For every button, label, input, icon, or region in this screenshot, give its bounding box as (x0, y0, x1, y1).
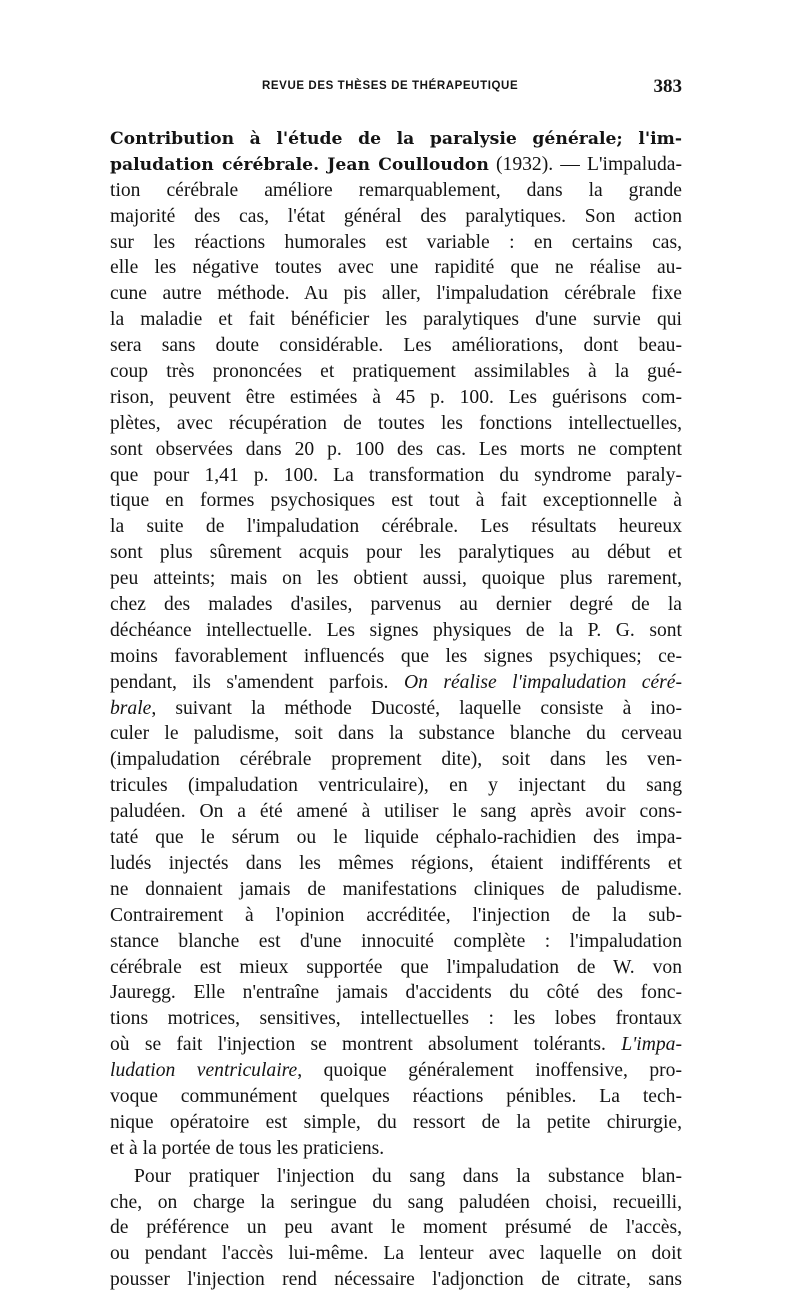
text-line (110, 799, 682, 825)
text-segment: culer le paludisme, soit dans la substance blanche du cerveau (110, 723, 682, 745)
text-segment: ou pendant l'accès lui-même. La lenteur avec laquelle on doit (110, 1243, 682, 1265)
text-segment: coup très prononcées et pratiquement assimilables à la gué- (110, 361, 682, 383)
text-segment: rison, peuvent être estimées à 45 p. 100. Les guérisons com- (110, 386, 682, 408)
text-line (110, 955, 682, 981)
text-segment: che, on charge la seringue du sang paludéen choisi, recueilli, (110, 1191, 682, 1213)
text-line (110, 463, 682, 489)
text-line (110, 1032, 682, 1058)
page-header (110, 76, 682, 100)
text-segment: sera sans doute considérable. Les améliorations, dont beau- (110, 335, 682, 357)
text-segment: elle les négative toutes avec une rapidité que ne réalise au- (110, 257, 682, 279)
text-line (110, 152, 682, 178)
text-line (110, 773, 682, 799)
text-line (110, 670, 682, 696)
text-line (110, 307, 682, 333)
text-segment: cérébrale est mieux supportée que l'impaludation de W. von (110, 956, 682, 978)
text-line (110, 385, 682, 411)
text-segment: majorité des cas, l'état général des paralytiques. Son action (110, 205, 682, 227)
text-segment: ludés injectés dans les mêmes régions, étaient indifférents et (110, 852, 682, 874)
text-segment: (impaludation cérébrale proprement dite), soit dans les ven- (110, 749, 682, 771)
text-line (110, 1241, 682, 1267)
text-line (110, 281, 682, 307)
text-line (110, 1190, 682, 1216)
text-line (110, 644, 682, 670)
text-segment: la maladie et fait bénéficier les paralytiques d'une survie qui (110, 309, 682, 331)
text-line (110, 903, 682, 929)
text-segment: tique en formes psychosiques est tout à fait exceptionnelle à (110, 490, 682, 512)
text-segment: déchéance intellectuelle. Les signes physiques de la P. G. sont (110, 619, 682, 641)
text-segment: , quoique généralement inoffensive, pro- (297, 1060, 682, 1082)
text-line (110, 618, 682, 644)
text-line (110, 204, 682, 230)
running-head: REVUE DES THÈSES DE THÉRAPEUTIQUE (262, 80, 519, 92)
text-line (110, 825, 682, 851)
article-body (110, 126, 682, 1293)
text-segment: plètes, avec récupération de toutes les fonctions intellectuelles, (110, 412, 682, 434)
text-line (110, 1110, 682, 1136)
text-segment: chez des malades d'asiles, parvenus au dernier degré de la (110, 594, 682, 616)
text-segment: stance blanche est d'une innocuité complète : l'impaludation (110, 930, 682, 952)
text-line (110, 929, 682, 955)
text-segment: où se fait l'injection se montrent absolument tolérants. (110, 1034, 622, 1056)
text-line (110, 980, 682, 1006)
text-line (110, 696, 682, 722)
text-segment: pousser l'injection rend nécessaire l'adjonction de citrate, sans (110, 1269, 682, 1291)
text-line (110, 851, 682, 877)
text-line (110, 1058, 682, 1084)
text-segment: taté que le sérum ou le liquide céphalo-rachidien des impa- (110, 827, 682, 849)
text-line (110, 1084, 682, 1110)
text-segment: paludéen. On a été amené à utiliser le sang après avoir cons- (110, 801, 682, 823)
text-line (110, 877, 682, 903)
text-line (110, 1164, 682, 1190)
text-segment: sur les réactions humorales est variable : en certains cas, (110, 231, 682, 253)
text-line (110, 488, 682, 514)
text-segment: (1932). — L'impaluda- (488, 153, 682, 175)
text-line (110, 514, 682, 540)
article-title-segment: paludation cérébrale. Jean Coulloudon (110, 154, 489, 175)
text-segment: de préférence un peu avant le moment présumé de l'accès, (110, 1217, 682, 1239)
text-segment: , suivant la méthode Ducosté, laquelle consiste à ino- (151, 697, 682, 719)
text-line (110, 178, 682, 204)
text-line (110, 359, 682, 385)
text-line (110, 592, 682, 618)
text-line (110, 1215, 682, 1241)
text-line (110, 1006, 682, 1032)
text-line (110, 230, 682, 256)
text-segment: la suite de l'impaludation cérébrale. Les résultats heureux (110, 516, 682, 538)
text-line (110, 566, 682, 592)
article-title-segment: Contribution à l'étude de la paralysie générale; l'im- (110, 129, 682, 149)
text-line (110, 255, 682, 281)
text-segment: sont observées dans 20 p. 100 des cas. Les morts ne comptent (110, 438, 682, 460)
text-segment: cune autre méthode. Au pis aller, l'impaludation cérébrale fixe (110, 283, 682, 305)
text-segment: Pour pratiquer l'injection du sang dans la substance blan- (134, 1165, 682, 1187)
text-segment: pendant, ils s'amendent parfois. (110, 671, 404, 693)
text-segment: Contrairement à l'opinion accréditée, l'injection de la sub- (110, 904, 682, 926)
text-segment: sont plus sûrement acquis pour les paralytiques au début et (110, 542, 682, 564)
text-segment: et à la portée de tous les praticiens. (110, 1137, 385, 1159)
text-line (110, 540, 682, 566)
text-segment: nique opératoire est simple, du ressort de la petite chirurgie, (110, 1111, 682, 1133)
text-segment: voque communément quelques réactions pénibles. La tech- (110, 1085, 682, 1107)
text-segment: tricules (impaludation ventriculaire), en y injectant du sang (110, 775, 682, 797)
text-segment: tion cérébrale améliore remarquablement, dans la grande (110, 179, 682, 201)
text-line (110, 1267, 682, 1293)
italic-segment: L'impa- (621, 1034, 682, 1056)
page-number: 383 (653, 76, 682, 97)
text-line (110, 747, 682, 773)
text-line (110, 437, 682, 463)
italic-segment: brale (110, 697, 152, 719)
text-segment: tions motrices, sensitives, intellectuelles : les lobes frontaux (110, 1008, 682, 1030)
text-line (110, 721, 682, 747)
text-segment: moins favorablement influencés que les signes psychiques; ce- (110, 645, 682, 667)
text-line (110, 333, 682, 359)
text-line (110, 1136, 682, 1162)
text-line (110, 126, 682, 152)
text-line (110, 411, 682, 437)
text-segment: ne donnaient jamais de manifestations cliniques de paludisme. (110, 878, 682, 900)
italic-segment: On réalise l'impaludation céré- (403, 671, 682, 693)
text-segment: que pour 1,41 p. 100. La transformation du syndrome paraly- (110, 464, 682, 486)
text-segment: peu atteints; mais on les obtient aussi, quoique plus rarement, (110, 568, 682, 590)
italic-segment: ludation ventriculaire (110, 1060, 298, 1082)
text-segment: Jauregg. Elle n'entraîne jamais d'accidents du côté des fonc- (110, 982, 682, 1004)
